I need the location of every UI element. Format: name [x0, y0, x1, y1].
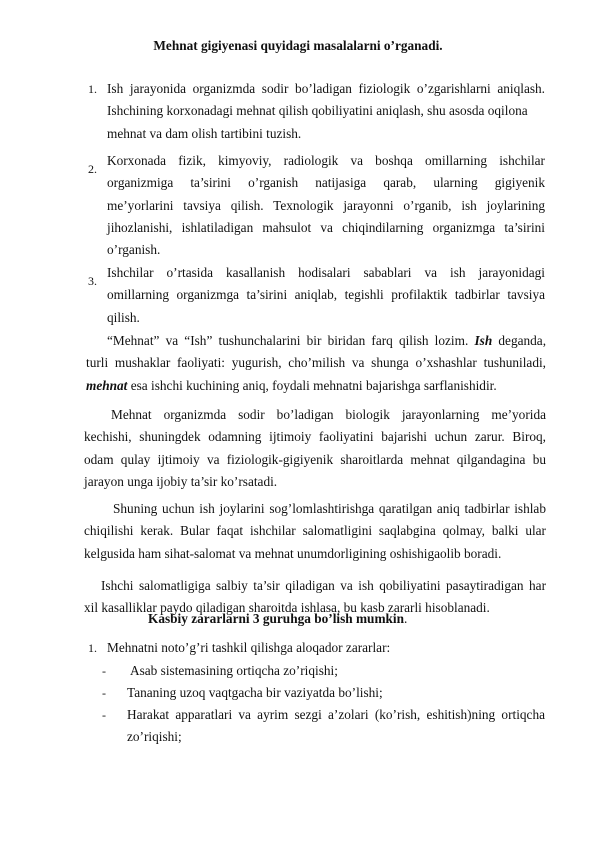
dash-item — [127, 660, 545, 682]
paragraph-line: jarayon unga ijobiy ta’sir ko’rsatadi. — [84, 473, 278, 489]
group-item — [107, 637, 545, 659]
list-item-line: omillarning organizmga ta’sirini aniqlab, tegishli profilaktik tadbirlar tavsiya — [107, 287, 545, 303]
section-heading: Mehnat gigiyenasi quyidagi masalalarni o’rganadi. — [153, 38, 443, 53]
paragraph-line: kechishi, shuningdek odamning ijtimoiy faoliyatini bajarishi uchun zarur. Biroq, — [84, 429, 546, 445]
list-item-line: o’rganish. — [107, 242, 161, 258]
dash-item-line: Harakat apparatlari va ayrim sezgi a’zolari (ko’rish, eshitish)ning ortiqcha — [127, 707, 545, 722]
paragraph-line: Ishchi salomatligiga salbiy ta’sir qiladigan va ish qobiliyatini pasaytiradigan har — [101, 578, 546, 593]
dash-bullet: - — [102, 686, 106, 700]
dash-item-line: Asab sistemasining ortiqcha zo’riqishi; — [130, 663, 338, 678]
dash-item — [127, 682, 545, 704]
paragraph-line — [86, 330, 546, 352]
list-item — [107, 150, 545, 261]
list-number: 3. — [88, 274, 97, 288]
paragraph-line: Mehnat organizmda sodir bo’ladigan biologik jarayonlarning me’yorida — [111, 407, 546, 422]
paragraph-line: odam qulay ijtimoiy va fiziologik-gigiyenik sharoitlarda mehnat qilgandagina bu — [84, 451, 546, 467]
list-item-line: Ish jarayonida organizmda sodir bo’ladigan fiziologik o’zgarishlarni aniqlash. — [107, 81, 545, 96]
dash-bullet: - — [102, 664, 106, 678]
list-item-line: Ishchining korxonadagi mehnat qilish qobiliyatini aniqlash, shu asosda oqilona — [107, 103, 528, 119]
list-item-line: jihozlanishi, ishlatiladigan mahsulot va chiqindilarning organizmga ta’sirini — [107, 219, 545, 235]
group-item-text: Mehnatni noto’g’ri tashkil qilishga aloqador zararlar: — [107, 640, 391, 655]
subheading — [148, 611, 407, 627]
list-item-line: organizmiga ta’sirini o’rganish natijasiga qarab, ularning gigiyenik — [107, 175, 545, 191]
paragraph-line — [86, 375, 546, 397]
paragraph-line: kelgusida ham sihat-salomat va mehnat unumdorligining oshishigaolib boradi. — [84, 545, 502, 561]
paragraph-line: xil kasalliklar paydo qiladigan sharoitda ishlasa, bu kasb zararli hisoblanadi. — [84, 600, 490, 616]
list-item-line: Korxonada fizik, kimyoviy, radiologik va boshqa omillarning ishchilar — [107, 153, 545, 168]
list-item-line: Ishchilar o’rtasida kasallanish hodisalari sabablari va ish jarayonidagi — [107, 265, 545, 280]
list-item-line: mehnat va dam olish tartibini tuzish. — [107, 125, 302, 141]
list-number: 1. — [88, 641, 97, 655]
paragraph-text: esa ishchi kuchining aniq, foydali mehnatni bajarishga sarflanishidir. — [130, 377, 497, 393]
list-number: 1. — [88, 82, 97, 96]
paragraph-line: turli mushaklar faoliyati: yugurish, cho’milish va shunga o’xshashlar tushuniladi, — [86, 355, 546, 371]
list-number: 2. — [88, 162, 97, 176]
term-ish: Ish — [474, 333, 493, 348]
subheading-dot: . — [404, 611, 408, 626]
dash-bullet: - — [102, 708, 106, 722]
dash-item-line: zo’riqishi; — [127, 729, 182, 745]
paragraph-biologik — [84, 404, 546, 493]
list-item — [107, 78, 545, 145]
paragraph-line: Shuning uchun ish joylarini sog’lomlashtirishga qaratilgan aniq tadbirlar ishlab — [113, 501, 546, 516]
paragraph-shuning-uchun — [84, 498, 546, 565]
term-mehnat: mehnat — [86, 377, 128, 393]
list-item — [107, 262, 545, 329]
paragraph-mehnat-ish — [86, 330, 546, 397]
paragraph-text: “Mehnat” va “Ish” tushunchalarini bir biridan farq qilish lozim. — [107, 333, 469, 348]
list-item-line: me’yorlarini tavsiya qilish. Texnologik jarayonni o’rganib, ish joylarining — [107, 197, 545, 213]
dash-item-line: Tananing uzoq vaqtgacha bir vaziyatda bo’lishi; — [127, 685, 383, 700]
subheading-text: Kasbiy zararlarni 3 guruhga bo’lish mumkin — [148, 611, 405, 626]
list-item-line: qilish. — [107, 309, 140, 325]
paragraph-text: deganda, — [498, 333, 547, 348]
paragraph-line: chiqilishi kerak. Bular faqat ishchilar salomatligini saqlabgina qolmay, balki ular — [84, 523, 546, 539]
dash-item — [127, 704, 545, 749]
